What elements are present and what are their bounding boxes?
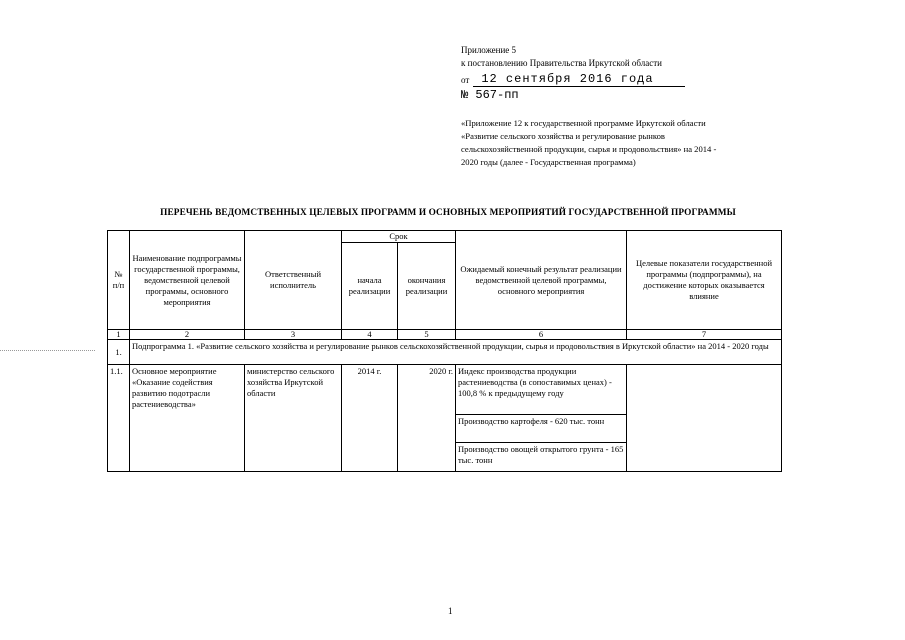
row-targets — [627, 365, 782, 472]
header-num: № п/п — [108, 231, 130, 330]
col-number: 6 — [456, 330, 627, 340]
note-line-1: «Приложение 12 к государственной программе Иркутской области — [461, 118, 706, 128]
header-term: Срок — [342, 231, 456, 243]
header-result: Ожидаемый конечный результат реализации ведомственной целевой программы, основного мероприятия — [456, 231, 627, 330]
row-name: Основное мероприятие «Оказание содействия развитию подотрасли растениеводства» — [130, 365, 245, 472]
programs-table — [107, 230, 782, 472]
row-executor: министерство сельского хозяйства Иркутской области — [245, 365, 342, 472]
col-number: 7 — [627, 330, 782, 340]
from-label: от — [461, 75, 470, 85]
col-number: 1 — [108, 330, 130, 340]
column-numbers-row — [108, 330, 782, 340]
row-num: 1.1. — [108, 365, 130, 472]
col-number: 5 — [398, 330, 456, 340]
header-name: Наименование подпрограммы государственной программы, ведомственной целевой программы, основного мероприятия — [130, 231, 245, 330]
result-item: Индекс производства продукции растениеводства (в сопоставимых ценах) - 100,8 % к предыдущему году — [456, 365, 626, 415]
margin-mark — [0, 350, 95, 351]
col-number: 2 — [130, 330, 245, 340]
subprogram-title: Подпрограмма 1. «Развитие сельского хозяйства и регулирование рынков сельскохозяйственной продукции, сырья и продовольствия в Иркутской области» на 2014 - 2020 годы — [130, 340, 782, 365]
col-number: 3 — [245, 330, 342, 340]
subprogram-row — [108, 340, 782, 365]
appendix-line-1: Приложение 5 — [461, 45, 517, 55]
appendix-line-2: к постановлению Правительства Иркутской области — [461, 58, 662, 68]
note-line-2: «Развитие сельского хозяйства и регулирование рынков — [461, 131, 665, 141]
appendix-number: № 567-пп — [461, 88, 519, 102]
appendix-date-line — [461, 70, 741, 87]
note-line-4: 2020 годы (далее - Государственная программа) — [461, 157, 636, 167]
document-title: ПЕРЕЧЕНЬ ВЕДОМСТВЕННЫХ ЦЕЛЕВЫХ ПРОГРАММ И ОСНОВНЫХ МЕРОПРИЯТИЙ ГОСУДАРСТВЕННОЙ ПРОГРАММЫ — [160, 208, 736, 218]
result-item: Производство овощей открытого грунта - 165 тыс. тонн — [458, 444, 624, 465]
col-number: 4 — [342, 330, 398, 340]
header-executor: Ответственный исполнитель — [245, 231, 342, 330]
result-item: Производство картофеля - 620 тыс. тонн — [456, 415, 626, 443]
appendix-header — [461, 44, 741, 103]
note-line-3: сельскохозяйственной продукции, сырья и продовольствия» на 2014 - — [461, 144, 717, 154]
page-number: 1 — [448, 606, 453, 616]
row-results — [456, 365, 627, 472]
row-end: 2020 г. — [398, 365, 456, 472]
state-program-note — [461, 117, 766, 169]
header-targets: Целевые показатели государственной программы (подпрограммы), на достижение которых оказывается влияние — [627, 231, 782, 330]
subprogram-num: 1. — [108, 340, 130, 365]
row-start: 2014 г. — [342, 365, 398, 472]
header-end: окончания реализации — [398, 243, 456, 330]
table-row — [108, 365, 782, 472]
header-start: начала реализации — [342, 243, 398, 330]
header-row-1 — [108, 231, 782, 243]
appendix-date: 12 сентября 2016 года — [473, 72, 685, 87]
